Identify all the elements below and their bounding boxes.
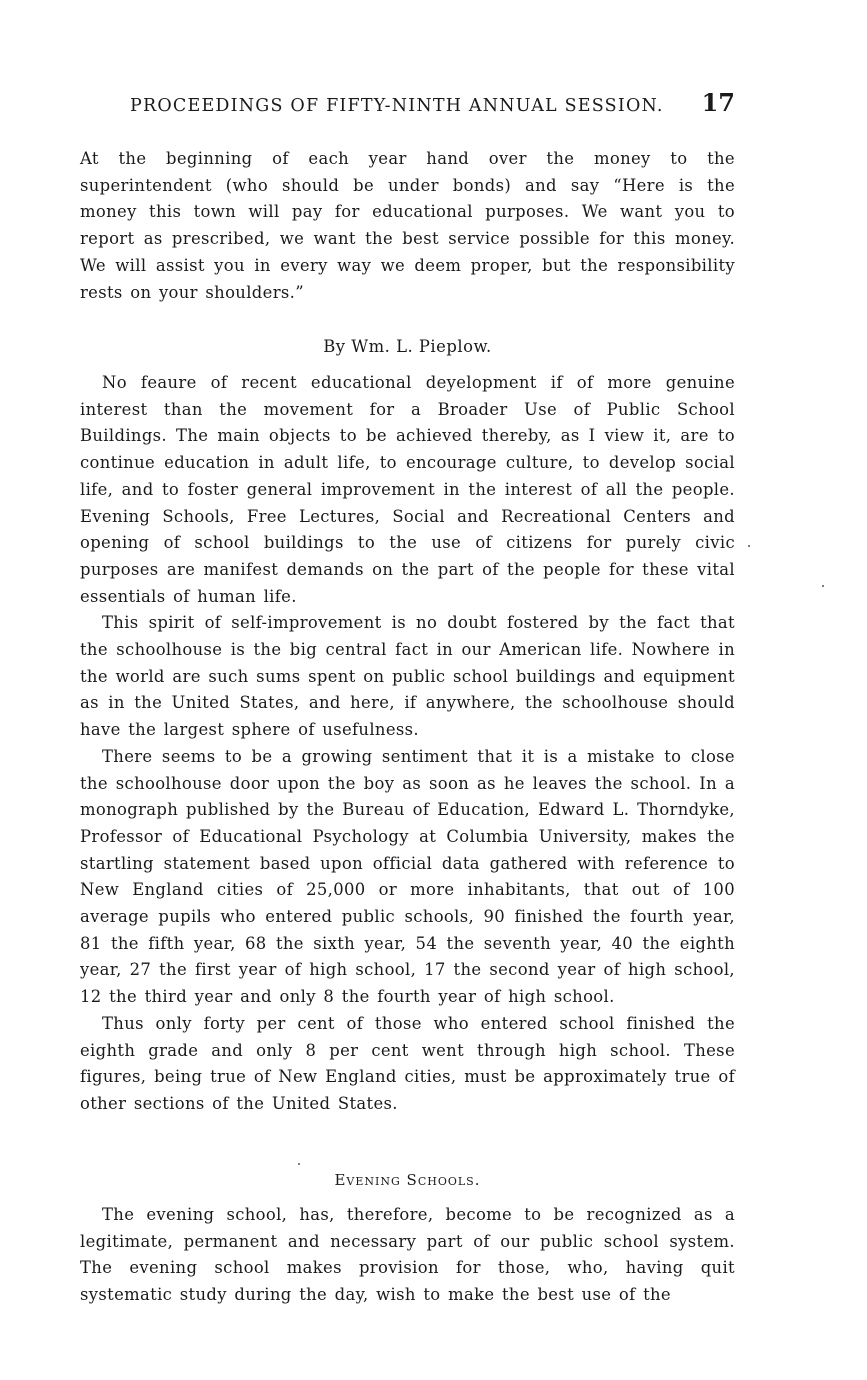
print-speck <box>822 585 824 587</box>
section-body <box>80 1202 735 1309</box>
body-paragraph-2: This spirit of self-improvement is no doubt fostered by the fact that the schoolhouse is the big central fact in our American life. Nowhere in the world are such sums spent on public school buildings and equipment as in the United States, and here, if anywhere, the schoolhouse should have the largest sphere of usefulness. <box>80 613 735 740</box>
section-heading-text: Evening Schools. <box>334 1171 481 1189</box>
final-paragraph: The evening school, has, therefore, become to be recognized as a legitimate, permanent and necessary part of our public school system. The evening school makes provision for those, who, having quit systematic study during the day, wish to make the best use of the <box>80 1205 735 1305</box>
print-speck <box>748 545 750 547</box>
running-header <box>130 88 735 117</box>
print-speck <box>298 1163 300 1165</box>
body-paragraph-4: Thus only forty per cent of those who entered school finished the eighth grade and only 8 per cent went through high school. These figures, being true of New England cities, must be approximately true of other sections of the United States. <box>80 1013 735 1113</box>
intro-block <box>80 146 735 306</box>
page-number: 17 <box>701 88 735 117</box>
article-body <box>80 370 735 1118</box>
section-heading <box>80 1170 735 1189</box>
body-paragraph-3: There seems to be a growing sentiment that it is a mistake to close the schoolhouse door upon the boy as soon as he leaves the school. In a monograph published by the Bureau of Education, Edward L. Thorndyke, Professor of Educational Psychology at Columbia University, makes the startling statement based upon official data gathered with reference to New England cities of 25,000 or more inhabitants, that out of 100 average pupils who entered public schools, 90 finished the fourth year, 81 the fifth year, 68 the sixth year, 54 the seventh year, 40 the eighth year, 27 the first year of high school, 17 the second year of high school, 12 the third year and only 8 the fourth year of high school. <box>80 746 735 1007</box>
body-paragraph-1: No feaure of recent educational deyelopment if of more genuine interest than the movement for a Broader Use of Public School Buildings. The main objects to be achieved thereby, as I view it, are to continue education in adult life, to encourage culture, to develop social life, and to foster general improvement in the interest of all the people. Evening Schools, Free Lectures, Social and Recreational Centers and opening of school buildings to the use of citizens for purely civic purposes are manifest demands on the part of the people for these vital essentials of human life. <box>80 373 735 606</box>
header-title: PROCEEDINGS OF FIFTY-NINTH ANNUAL SESSION. <box>130 96 664 116</box>
intro-paragraph: At the beginning of each year hand over the money to the superintendent (who should be under bonds) and say “Here is the money this town will pay for educational purposes. We want you to report as prescribed, we want the best service possible for this money. We will assist you in every way we deem proper, but the responsibility rests on your shoulders.” <box>80 149 735 302</box>
byline: By Wm. L. Pieplow. <box>323 337 492 356</box>
